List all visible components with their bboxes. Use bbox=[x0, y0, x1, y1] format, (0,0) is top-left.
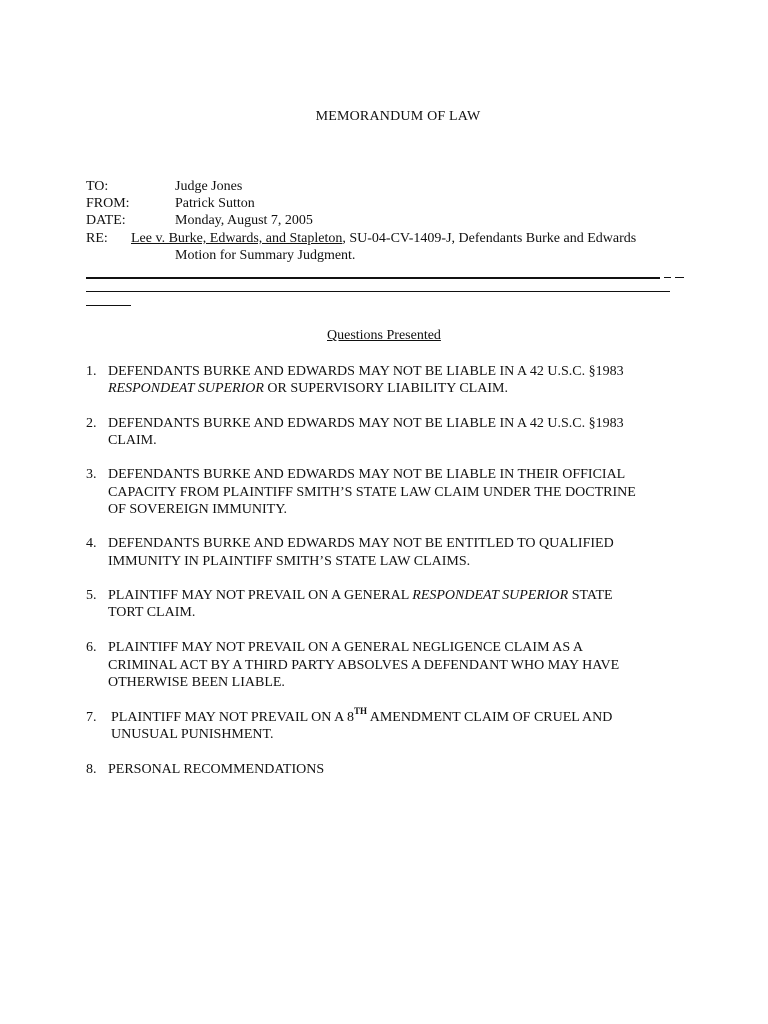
question-text-line: TORT CLAIM. bbox=[108, 605, 196, 620]
divider-rule-middle bbox=[86, 291, 670, 292]
re-subject: Motion for Summary Judgment. bbox=[175, 248, 356, 263]
question-text-line: IMMUNITY IN PLAINTIFF SMITH’S STATE LAW CLAIMS. bbox=[108, 554, 471, 569]
question-text-line: CRIMINAL ACT BY A THIRD PARTY ABSOLVES A DEFENDANT WHO MAY HAVE bbox=[108, 658, 620, 673]
question-text-line: DEFENDANTS BURKE AND EDWARDS MAY NOT BE LIABLE IN A 42 U.S.C. §1983 bbox=[108, 416, 624, 431]
question-text-line: PLAINTIFF MAY NOT PREVAIL ON A GENERAL RESPONDEAT SUPERIOR STATE bbox=[108, 588, 613, 603]
divider-rule-top-dash bbox=[664, 277, 671, 278]
question-number: 5. bbox=[86, 588, 97, 603]
italic-term: RESPONDEAT SUPERIOR bbox=[412, 588, 569, 603]
memo-title: MEMORANDUM OF LAW bbox=[315, 109, 481, 124]
question-text-line: PERSONAL RECOMMENDATIONS bbox=[108, 762, 325, 777]
question-number: 8. bbox=[86, 762, 97, 777]
question-number: 1. bbox=[86, 364, 97, 379]
divider-rule-top bbox=[86, 277, 660, 279]
from-value: Patrick Sutton bbox=[175, 196, 255, 211]
re-case-details: , SU-04-CV-1409-J, Defendants Burke and Edwards bbox=[342, 231, 637, 246]
question-number: 7. bbox=[86, 710, 97, 725]
from-label: FROM: bbox=[86, 196, 130, 211]
questions-presented-heading: Questions Presented bbox=[327, 328, 441, 343]
question-number: 4. bbox=[86, 536, 97, 551]
question-text-line: DEFENDANTS BURKE AND EDWARDS MAY NOT BE LIABLE IN A 42 U.S.C. §1983 bbox=[108, 364, 624, 379]
question-text-line: DEFENDANTS BURKE AND EDWARDS MAY NOT BE ENTITLED TO QUALIFIED bbox=[108, 536, 614, 551]
question-text-line: UNUSUAL PUNISHMENT. bbox=[111, 727, 274, 742]
italic-term: RESPONDEAT SUPERIOR bbox=[108, 381, 264, 396]
question-text-line: OF SOVEREIGN IMMUNITY. bbox=[108, 502, 288, 517]
re-label: RE: bbox=[86, 231, 108, 246]
question-text-line: RESPONDEAT SUPERIOR OR SUPERVISORY LIABILITY CLAIM. bbox=[108, 381, 508, 396]
question-text-line: PLAINTIFF MAY NOT PREVAIL ON A 8TH AMENDMENT CLAIM OF CRUEL AND bbox=[111, 706, 613, 725]
divider-rule-bottom bbox=[86, 305, 131, 306]
question-number: 6. bbox=[86, 640, 97, 655]
ordinal-superscript: TH bbox=[353, 706, 367, 717]
question-text-line: OTHERWISE BEEN LIABLE. bbox=[108, 675, 285, 690]
to-value: Judge Jones bbox=[175, 179, 243, 194]
question-text-line: DEFENDANTS BURKE AND EDWARDS MAY NOT BE LIABLE IN THEIR OFFICIAL bbox=[108, 467, 626, 482]
re-case-name: Lee v. Burke, Edwards, and Stapleton bbox=[131, 231, 343, 246]
to-label: TO: bbox=[86, 179, 109, 194]
date-label: DATE: bbox=[86, 213, 126, 228]
question-text-line: CAPACITY FROM PLAINTIFF SMITH’S STATE LAW CLAIM UNDER THE DOCTRINE bbox=[108, 485, 636, 500]
divider-rule-top-dash-2 bbox=[675, 277, 684, 278]
question-text-line: CLAIM. bbox=[108, 433, 157, 448]
re-value bbox=[131, 230, 691, 247]
question-text-line: PLAINTIFF MAY NOT PREVAIL ON A GENERAL NEGLIGENCE CLAIM AS A bbox=[108, 640, 583, 655]
question-number: 2. bbox=[86, 416, 97, 431]
question-number: 3. bbox=[86, 467, 97, 482]
date-value: Monday, August 7, 2005 bbox=[175, 213, 313, 228]
